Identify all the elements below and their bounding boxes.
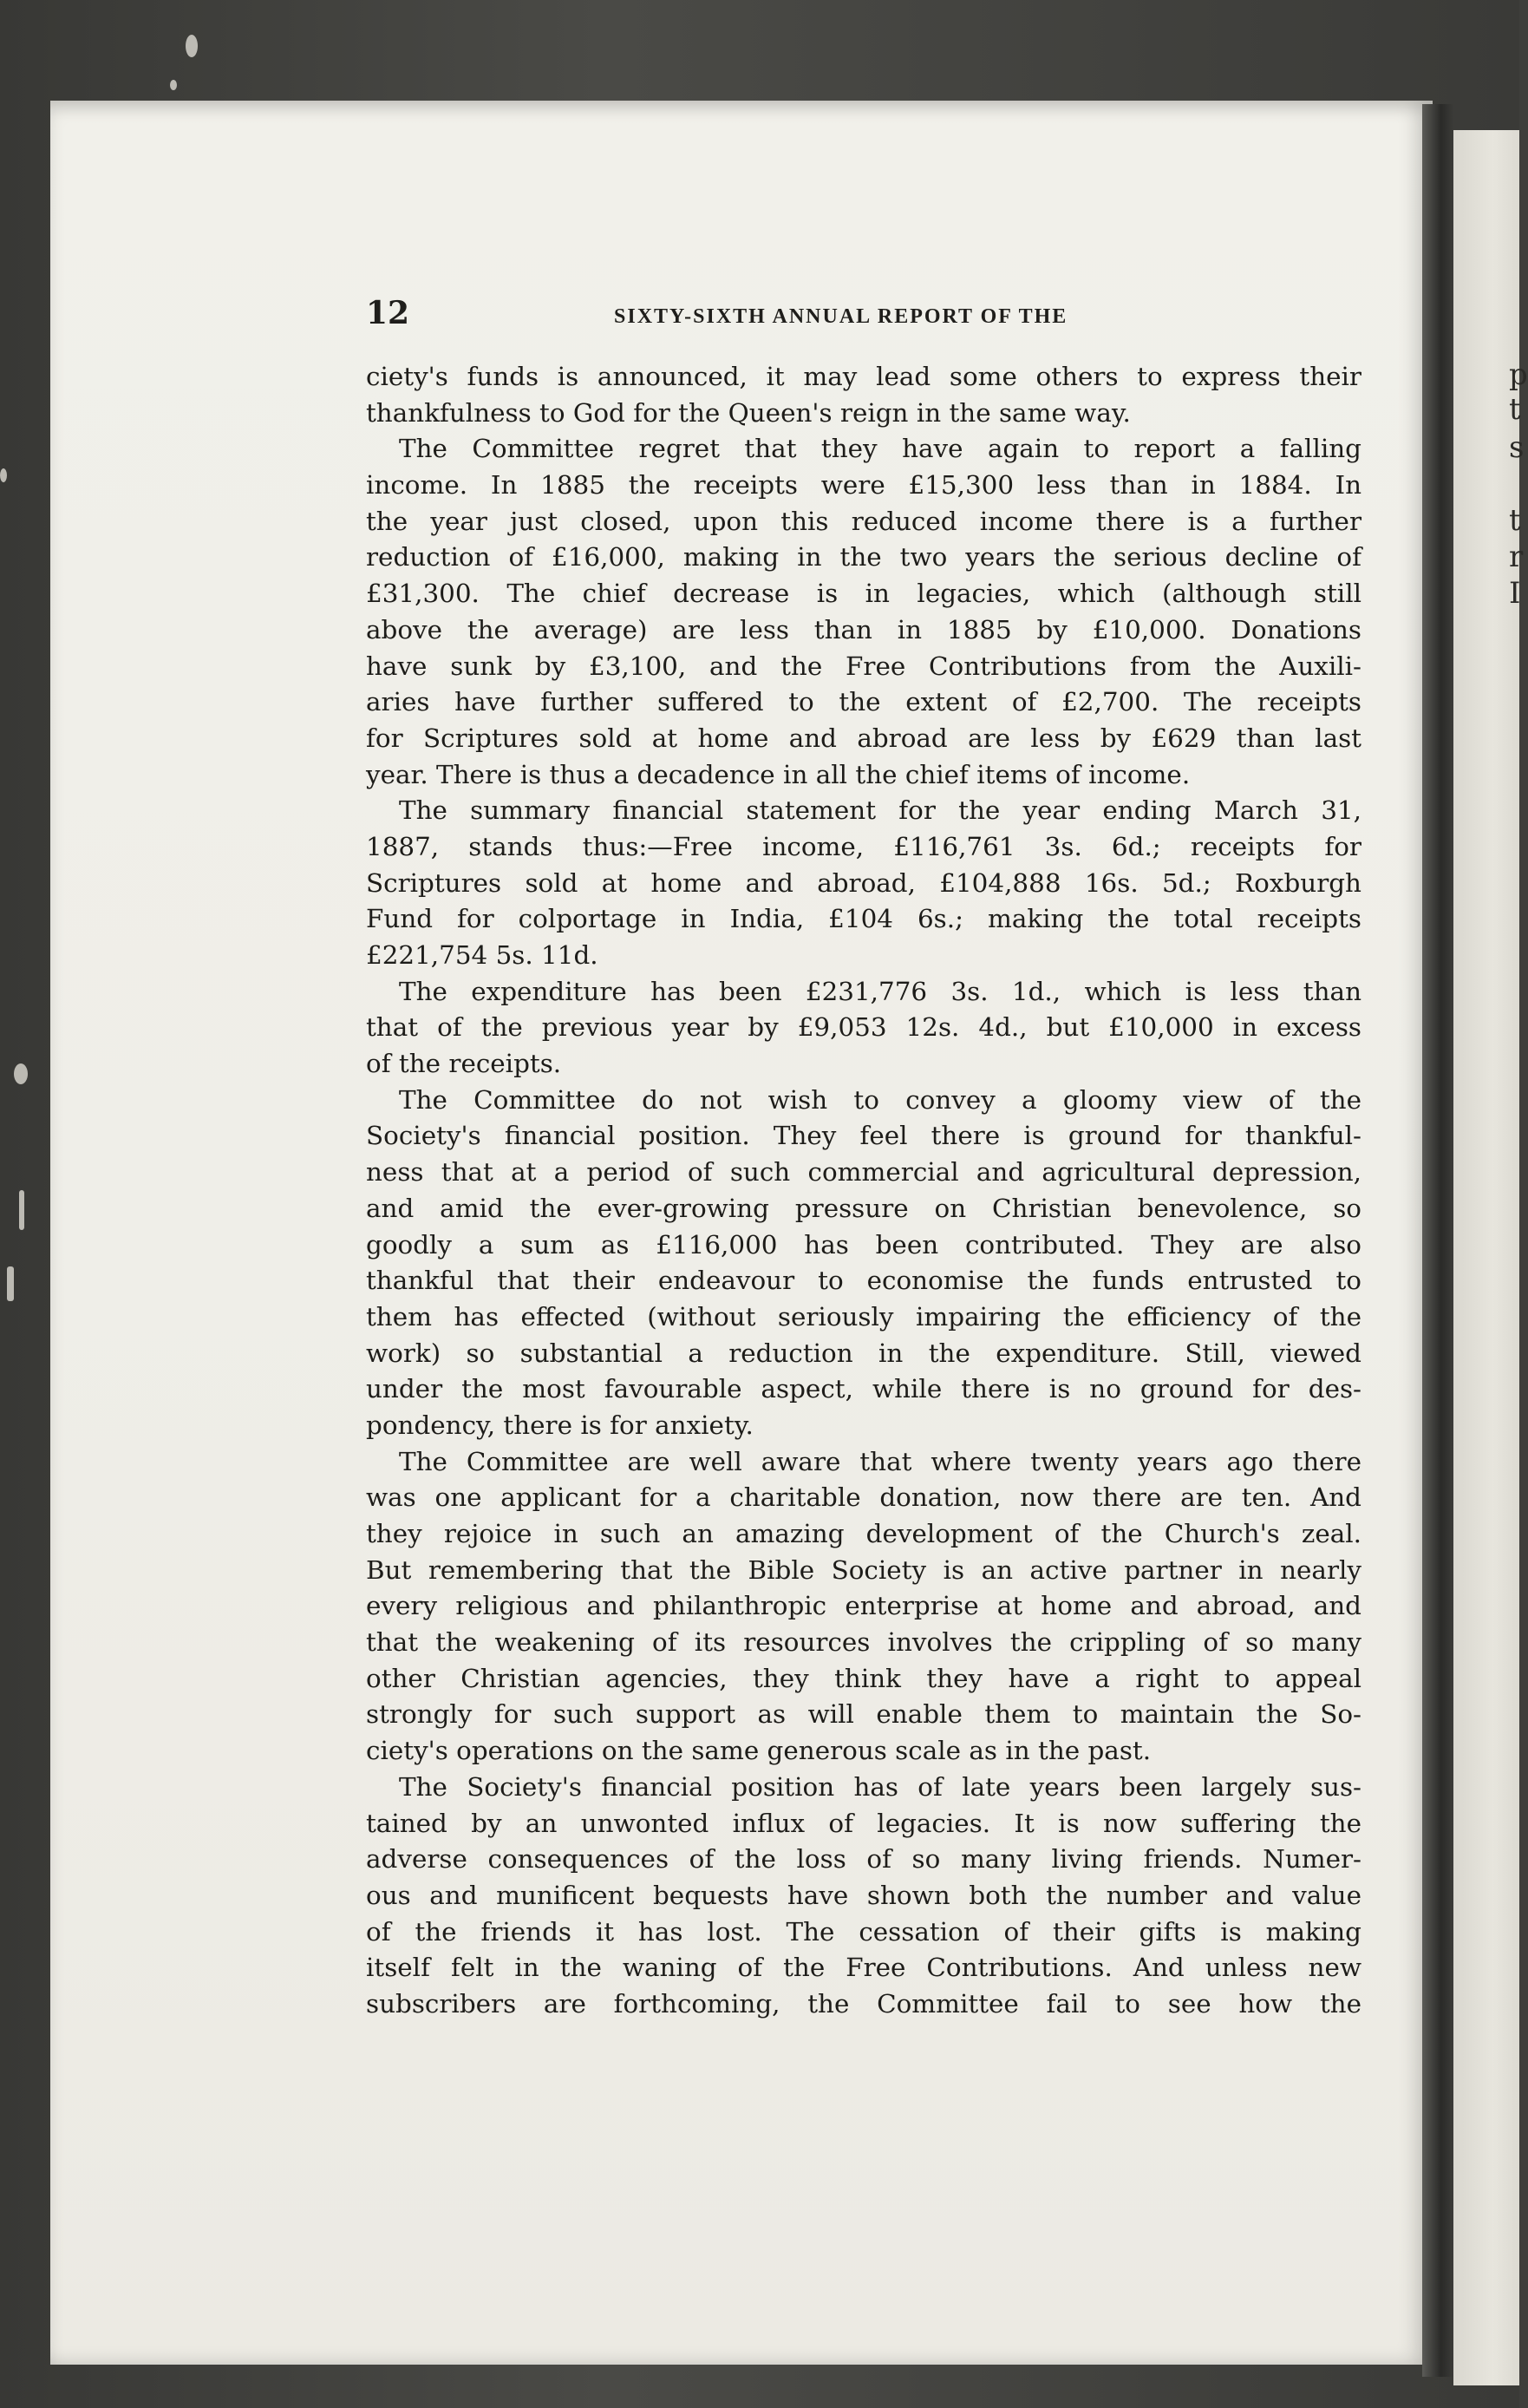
text-line: ciety's funds is announced, it may lead some others to express their — [366, 362, 1361, 391]
text-line: The expenditure has been £231,776 3s. 1d., which is less than — [399, 976, 1361, 1006]
text-line: ciety's operations on the same generous scale as in the past. — [366, 1736, 1152, 1766]
scan-speck — [14, 1063, 28, 1084]
text-line: them has effected (without seriously impairing the efficiency of the — [366, 1301, 1361, 1332]
text-line: income. In 1885 the receipts were £15,300 less than in 1884. In — [366, 470, 1361, 501]
text-line: strongly for such support as will enable them to maintain the So- — [366, 1699, 1361, 1730]
text-line: The summary financial statement for the year ending March 31, — [399, 795, 1361, 826]
text-line: every religious and philanthropic enterprise at home and abroad, and — [366, 1591, 1361, 1621]
next-page-letter: I — [1509, 576, 1521, 611]
text-line: work) so substantial a reduction in the expenditure. Still, viewed — [366, 1338, 1361, 1368]
text-line: the year just closed, upon this reduced income there is a further — [366, 506, 1361, 536]
scan-speck — [19, 1190, 24, 1230]
running-head: SIXTY-SIXTH ANNUAL REPORT OF THE — [614, 305, 1068, 328]
text-line: Scriptures sold at home and abroad, £104,888 16s. 5d.; Roxburgh — [366, 867, 1361, 898]
text-line: year. There is thus a decadence in all the chief items of income. — [366, 759, 1191, 789]
text-line: reduction of £16,000, making in the two years the serious decline of — [366, 542, 1361, 573]
text-line: goodly a sum as £116,000 has been contributed. They are also — [366, 1229, 1361, 1260]
page-number: 12 — [366, 295, 410, 331]
text-line: thankfulness to God for the Queen's reign in the same way. — [366, 397, 1131, 428]
next-page-letter: r — [1509, 540, 1524, 574]
text-line: of the friends it has lost. The cessation of their gifts is making — [366, 1916, 1361, 1947]
body-text — [366, 359, 1361, 2023]
text-line: 1887, stands thus:—Free income, £116,761 3s. 6d.; receipts for — [366, 831, 1361, 861]
text-line: Fund for colportage in India, £104 6s.; making the total receipts — [366, 904, 1361, 934]
text-line: above the average) are less than in 1885 by £10,000. Donations — [366, 614, 1361, 645]
text-line: The Committee do not wish to convey a gloomy view of the — [399, 1084, 1361, 1115]
text-line: under the most favourable aspect, while there is no ground for des- — [366, 1374, 1361, 1404]
text-line: for Scriptures sold at home and abroad are less by £629 than last — [366, 723, 1361, 753]
next-page-letter: p — [1509, 357, 1528, 392]
text-line: aries have further suffered to the extent of £2,700. The receipts — [366, 687, 1361, 717]
next-page-fragment — [1453, 130, 1528, 2385]
text-line: that of the previous year by £9,053 12s. 4d., but £10,000 in excess — [366, 1012, 1361, 1043]
text-line: they rejoice in such an amazing development of the Church's zeal. — [366, 1519, 1361, 1548]
text-line: pondency, there is for anxiety. — [366, 1410, 754, 1440]
scan-speck — [7, 1266, 14, 1301]
text-line: have sunk by £3,100, and the Free Contributions from the Auxili- — [366, 651, 1361, 681]
text-line: The Committee regret that they have again to report a falling — [399, 434, 1361, 464]
page-gutter-shadow — [1422, 104, 1453, 2377]
text-line: ness that at a period of such commercial and agricultural depression, — [366, 1157, 1361, 1188]
next-page-letter: t — [1509, 392, 1521, 427]
scan-speck — [186, 35, 198, 57]
text-line: and amid the ever-growing pressure on Christian benevolence, so — [366, 1193, 1361, 1223]
scan-speck — [0, 468, 7, 482]
text-line: adverse consequences of the loss of so many living friends. Numer- — [366, 1844, 1361, 1875]
text-line: £31,300. The chief decrease is in legacies, which (although still — [366, 579, 1361, 609]
text-line: was one applicant for a charitable donation, now there are ten. And — [366, 1482, 1361, 1513]
text-line: thankful that their endeavour to economise the funds entrusted to — [366, 1266, 1361, 1296]
text-line: £221,754 5s. 11d. — [366, 940, 598, 970]
text-line: ous and munificent bequests have shown both the number and value — [366, 1880, 1361, 1910]
text-line: subscribers are forthcoming, the Committee fail to see how the — [366, 1988, 1361, 2019]
text-line: of the receipts. — [366, 1049, 562, 1079]
text-line: that the weakening of its resources involves the crippling of so many — [366, 1627, 1361, 1658]
scan-speck — [170, 80, 177, 90]
text-line: itself felt in the waning of the Free Contributions. And unless new — [366, 1953, 1361, 1983]
text-line: The Society's financial position has of late years been largely sus- — [399, 1771, 1361, 1802]
next-page-letter: t — [1509, 503, 1521, 538]
text-line: The Committee are well aware that where twenty years ago there — [399, 1446, 1361, 1476]
text-line: tained by an unwonted influx of legacies. It is now suffering the — [366, 1808, 1361, 1838]
text-line: Society's financial position. They feel there is ground for thankful- — [366, 1121, 1361, 1151]
next-page-letter: s — [1509, 430, 1525, 465]
text-line: But remembering that the Bible Society is an active partner in nearly — [366, 1554, 1361, 1585]
text-line: other Christian agencies, they think they have a right to appeal — [366, 1663, 1361, 1693]
